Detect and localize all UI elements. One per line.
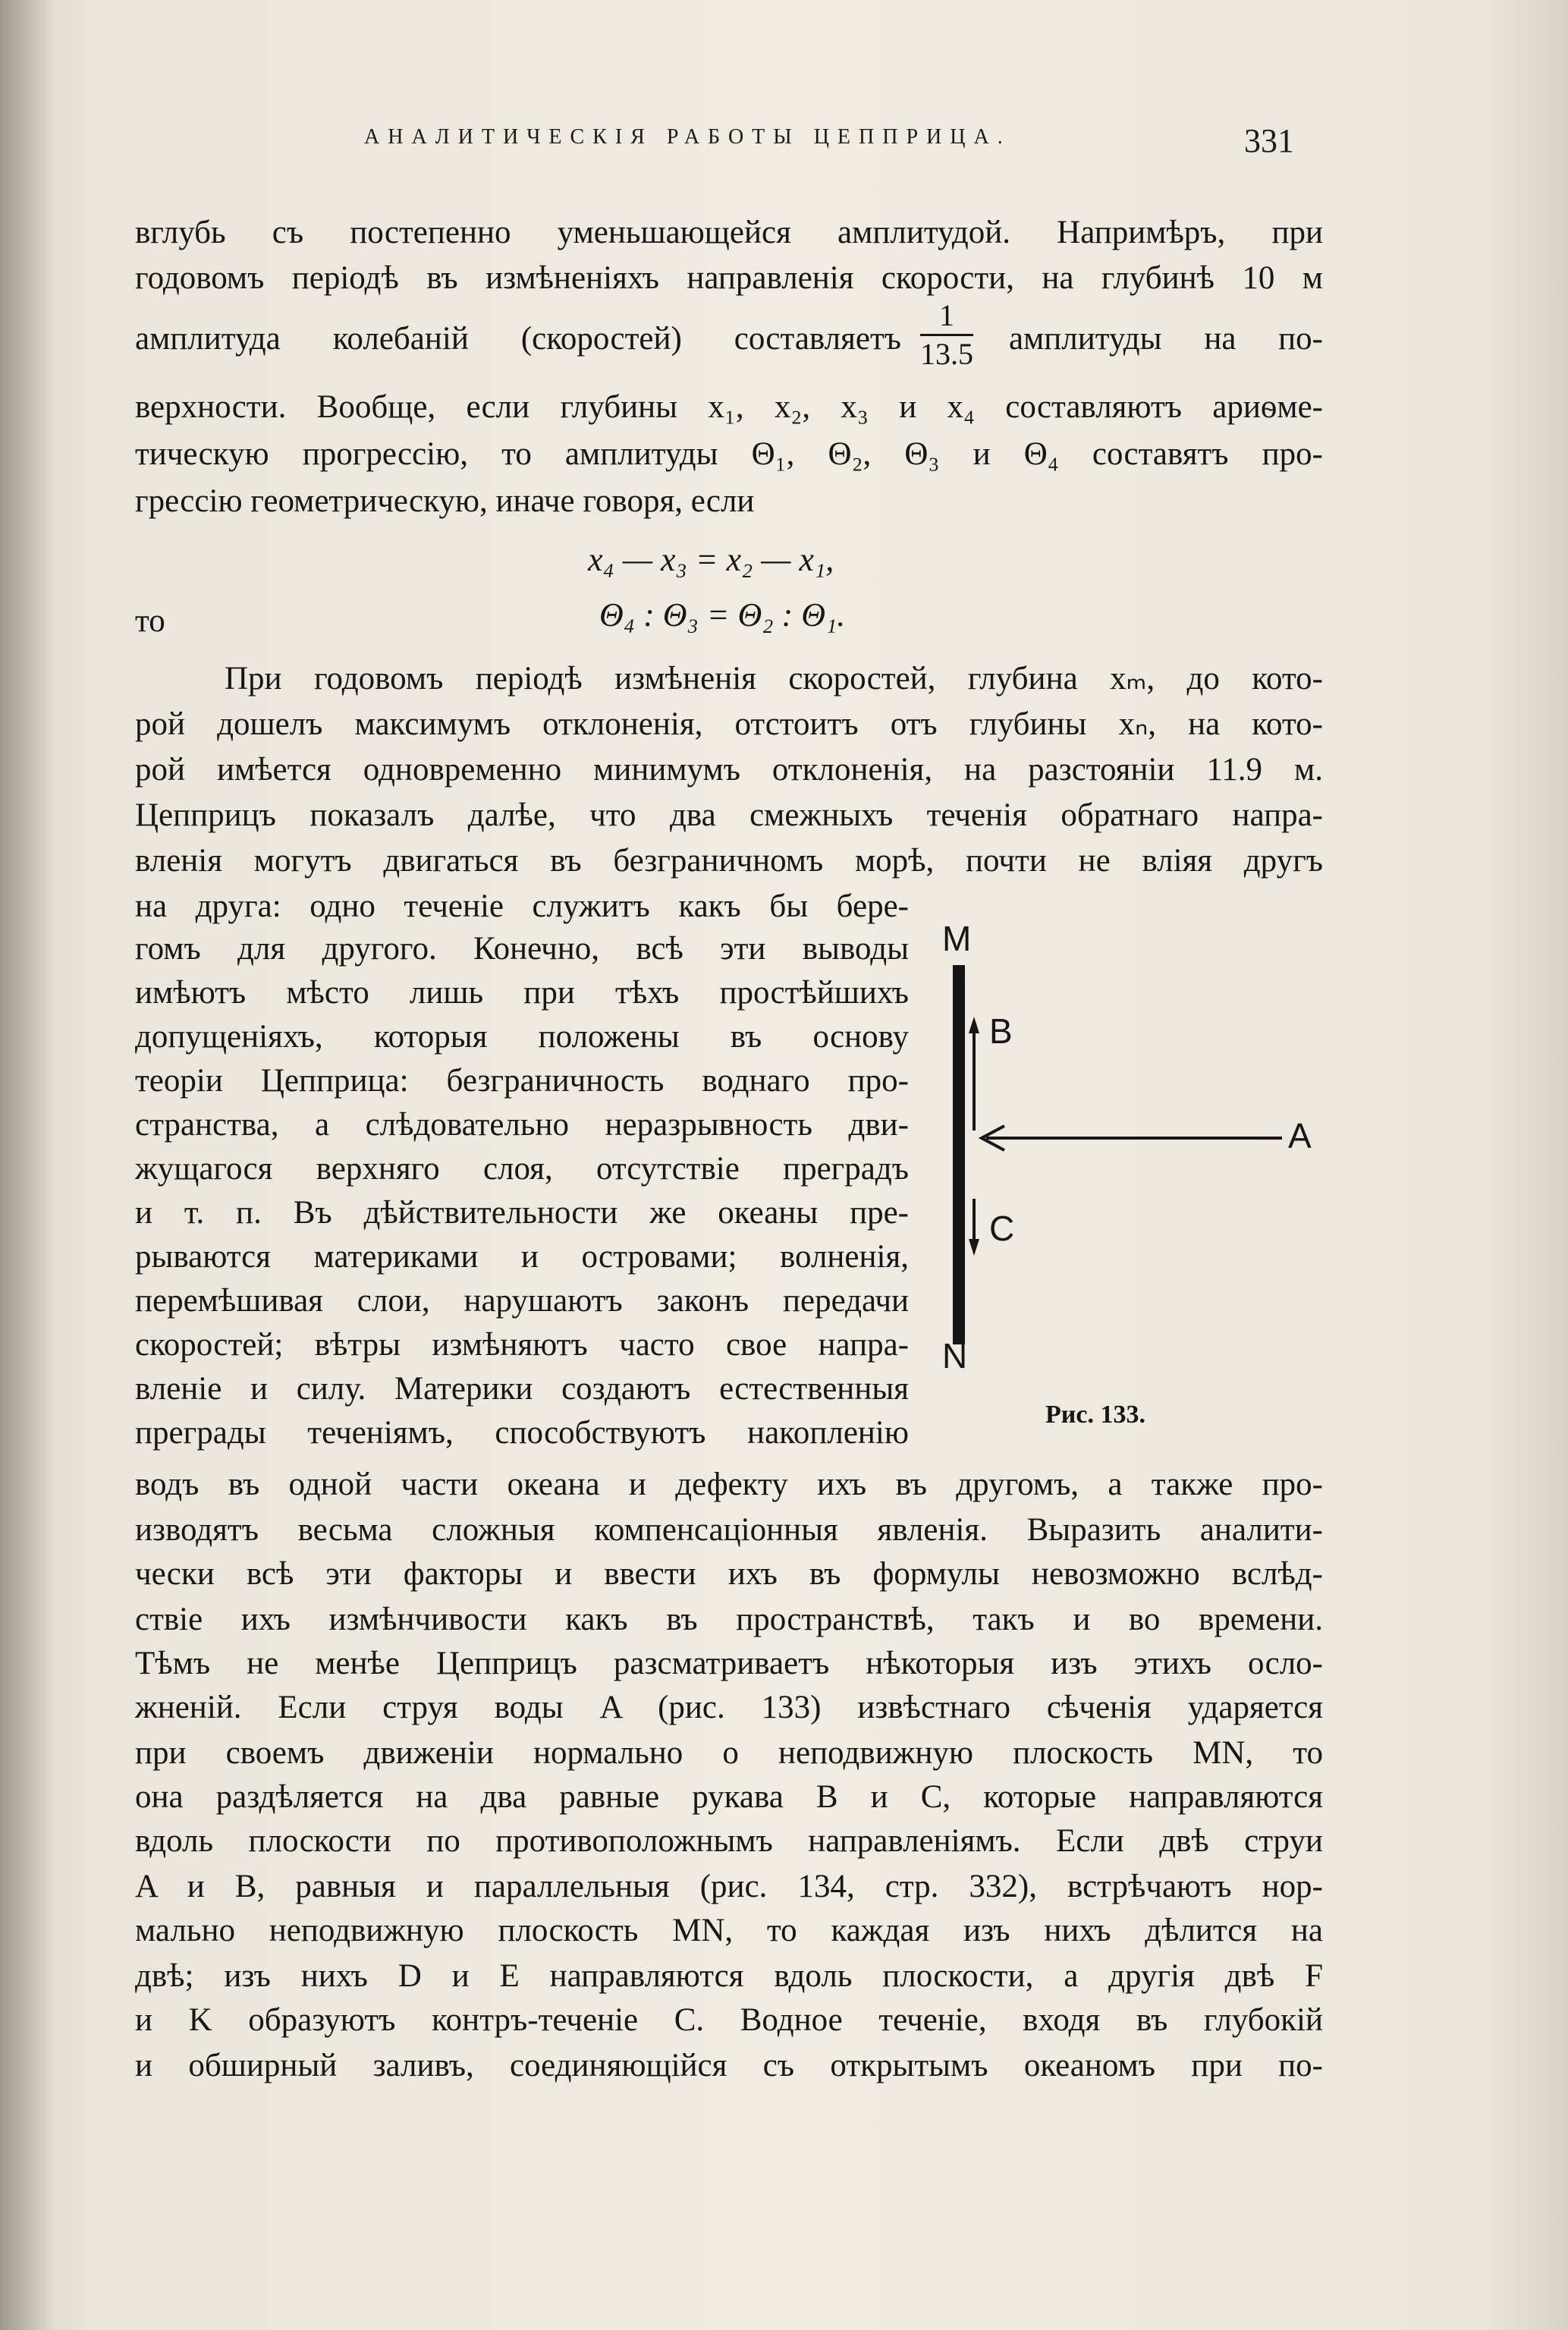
text-line: двѣ; изъ нихъ D и E направляются вдоль плоскости, а другія двѣ F [135, 1958, 1323, 1994]
text-line: При годовомъ періодѣ измѣненія скоростей, глубина xₘ, до кото- [225, 661, 1323, 696]
text-line: странства, а слѣдовательно неразрывность дви- [135, 1107, 909, 1143]
text-line: тическую прогрессію, то амплитуды Θ₁, Θ₂, Θ₃ и Θ₄ составятъ про- [135, 436, 1323, 472]
text-line: годовомъ періодѣ въ измѣненіяхъ направленія скорости, на глубинѣ 10 м [135, 260, 1323, 296]
text-line: рой дошелъ максимумъ отклоненія, отстоитъ отъ глубины xₙ, на кото- [135, 706, 1323, 742]
fraction-bar [920, 334, 973, 336]
plane-mn [953, 965, 965, 1344]
text-line: Цепприцъ показалъ далѣе, что два смежныхъ теченія обратнаго напра- [135, 797, 1323, 833]
text-line: при своемъ движеніи нормально о неподвижную плоскость MN, то [135, 1735, 1323, 1771]
text-line: грессію геометрическую, иначе говоря, если [135, 483, 755, 519]
figure-drawing [925, 910, 1350, 1411]
arrow-c-head [969, 1239, 979, 1256]
text-line: рой имѣется одновременно минимумъ отклоненія, на разстояніи 11.9 м. [135, 752, 1323, 788]
page-number: 331 [1244, 122, 1294, 159]
text-line: скоростей; вѣтры измѣняютъ часто свое напра- [135, 1327, 909, 1363]
text-line: перемѣшивая слои, нарушаютъ законъ передачи [135, 1283, 909, 1319]
label-m: M [942, 919, 972, 958]
text-line: она раздѣляется на два равные рукава B и C, которые направляются [135, 1779, 1323, 1815]
text-line: жущагося верхняго слоя, отсутствіе преградъ [135, 1151, 909, 1187]
fraction-denominator: 13.5 [920, 337, 973, 371]
label-a: A [1288, 1116, 1312, 1156]
text-line: вленія могутъ двигаться въ безграничномъ морѣ, почти не вліяя другъ [135, 843, 1323, 879]
text-line: на друга: одно теченіе служитъ какъ бы бере- [135, 888, 909, 924]
figure-133 [925, 910, 1350, 1411]
text-line: гомъ для другого. Конечно, всѣ эти выводы [135, 931, 909, 967]
text-line: жненій. Если струя воды A (рис. 133) извѣстнаго сѣченія ударяется [135, 1690, 1323, 1725]
text-line: вленіе и силу. Материки создаютъ естественныя [135, 1371, 909, 1407]
text-line: и т. п. Въ дѣйствительности же океаны пре- [135, 1195, 909, 1231]
text-line: имѣютъ мѣсто лишь при тѣхъ простѣйшихъ [135, 975, 909, 1011]
text-line: амплитуда колебаній (скоростей) составляетъ [135, 321, 901, 357]
fraction [920, 299, 973, 371]
text-line: допущеніяхъ, которыя положены въ основу [135, 1019, 909, 1055]
text-line: и K образуютъ контръ-теченіе C. Водное теченіе, входя въ глубокій [135, 2002, 1323, 2038]
text-line: мально неподвижную плоскость MN, то каждая изъ нихъ дѣлится на [135, 1913, 1323, 1948]
running-head: АНАЛИТИЧЕСКІЯ РАБОТЫ ЦЕППРИЦА. [364, 125, 1011, 149]
text-line: A и B, равныя и параллельныя (рис. 134, стр. 332), встрѣчаютъ нор- [135, 1869, 1323, 1904]
arrow-b-head [969, 1017, 979, 1033]
text-line: Тѣмъ не менѣе Цепприцъ разсматриваетъ нѣкоторыя изъ этихъ ослo- [135, 1646, 1323, 1681]
text-line: изводятъ весьма сложныя компенсаціонныя явленія. Выразить аналити- [135, 1512, 1323, 1548]
formula-line-2: Θ₄ : Θ₃ = Θ₂ : Θ₁. [599, 596, 846, 634]
text-line: и обширный заливъ, соединяющійся съ открытымъ океаномъ при по- [135, 2048, 1323, 2083]
text-line: вдоль плоскости по противоположнымъ направленіямъ. Если двѣ струи [135, 1823, 1323, 1859]
text-line: верхности. Вообще, если глубины x₁, x₂, x₃ и x₄ составляютъ ариѳме- [135, 389, 1323, 425]
text-line: теоріи Цепприца: безграничность воднаго про- [135, 1063, 909, 1099]
spine-shadow [0, 0, 53, 2330]
text-line: амплитуды на по- [1009, 321, 1323, 357]
text-line: вглубь съ постепенно уменьшающейся амплитудой. Напримѣръ, при [135, 215, 1323, 250]
text-line: водъ въ одной части океана и дефекту ихъ въ другомъ, а также про- [135, 1467, 1323, 1502]
fraction-numerator: 1 [939, 298, 954, 332]
figure-caption: Рис. 133. [1045, 1401, 1145, 1429]
text-line: ствіе ихъ измѣнчивости какъ въ пространствѣ, такъ и во времени. [135, 1602, 1323, 1637]
formula-line-1: x₄ — x₃ = x₂ — x₁, [588, 541, 834, 578]
text-line: чески всѣ эти факторы и ввести ихъ въ формулы невозможно вслѣд- [135, 1556, 1323, 1592]
label-c: C [989, 1209, 1015, 1248]
text-line: рываются материками и островами; волненія, [135, 1239, 909, 1275]
label-b: B [989, 1011, 1013, 1051]
text-line: то [135, 603, 165, 639]
label-n: N [942, 1336, 968, 1376]
text-line: преграды теченіямъ, способствуютъ накопленію [135, 1415, 909, 1451]
